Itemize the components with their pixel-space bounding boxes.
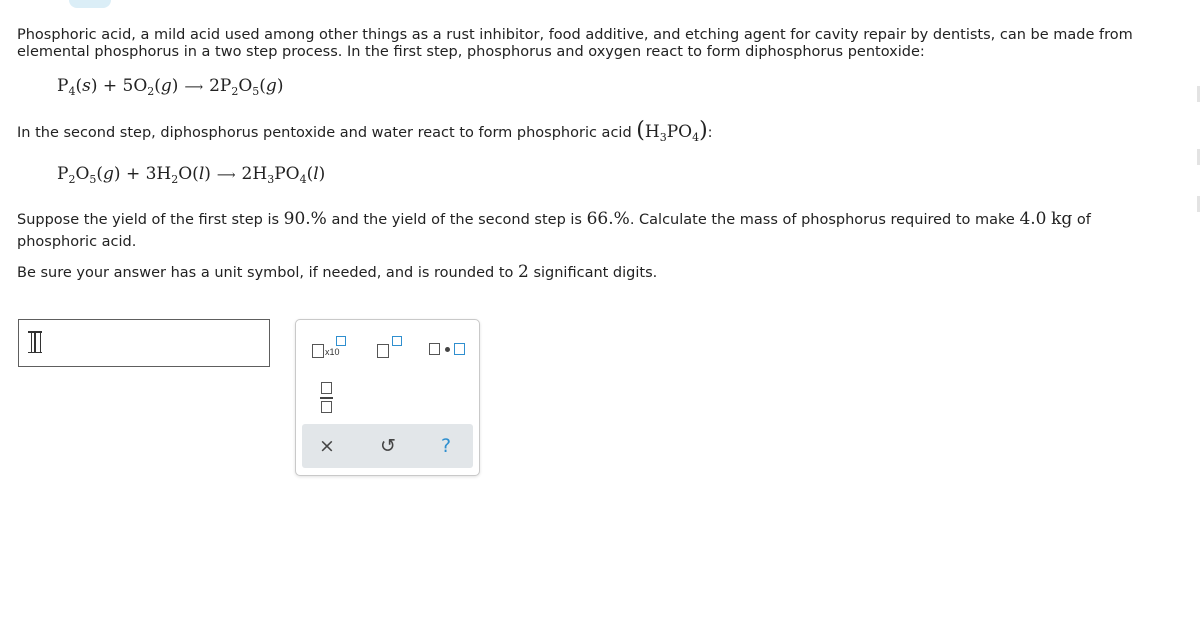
- help-icon[interactable]: ?: [440, 435, 452, 457]
- sigfig-value: 2: [518, 262, 529, 282]
- base-box-icon: [377, 344, 389, 358]
- undo-icon[interactable]: ↺: [380, 435, 396, 457]
- base-box-icon: [312, 344, 324, 358]
- sigfig-statement: Be sure your answer has a unit symbol, if needed, and is rounded to 2 significant digits.: [17, 262, 658, 282]
- dot-icon: [445, 347, 450, 352]
- times-ten-label: x10: [325, 347, 340, 357]
- text-cursor-icon: [31, 331, 41, 353]
- close-icon[interactable]: ×: [319, 435, 335, 457]
- palette-controls: [302, 424, 473, 468]
- denominator-box-icon: [321, 401, 332, 413]
- right-box-icon: [454, 343, 465, 355]
- target-unit: kg: [1051, 209, 1073, 229]
- yield-statement: Suppose the yield of the first step is 90.% and the yield of the second step is 66.%. Calculate the mass of phosphorus required to make 4.0 kg of phosphoric acid.: [17, 209, 1091, 250]
- fraction-bar-icon: [320, 397, 333, 399]
- top-tab[interactable]: [69, 0, 111, 8]
- step2-intro: In the second step, diphosphorus pentoxide and water react to form phosphoric acid $(H_3PO_4)$:: [17, 118, 713, 144]
- left-box-icon: [429, 343, 440, 355]
- question-intro: Phosphoric acid, a mild acid used among other things as a rust inhibitor, food additive, and etching agent for cavity repair by dentists, can be made from elemental phosphorus in a two step process. In the first step, phosphorus and oxygen react to form diphosphorus pentoxide:: [17, 27, 1133, 60]
- superscript-button[interactable]: [377, 336, 403, 360]
- numerator-box-icon: [321, 382, 332, 394]
- answer-input[interactable]: [18, 319, 270, 367]
- math-palette: [295, 319, 480, 476]
- yield-value-2: 66.%: [586, 209, 630, 229]
- exponent-box-icon: [336, 336, 346, 346]
- equation-1: $P_4(s) + 5O_2(g)$ ⟶ $2P_2O_5(g)$: [57, 76, 284, 98]
- target-mass: 4.0: [1019, 209, 1047, 229]
- multiply-dot-button[interactable]: [427, 340, 467, 358]
- equation-2: $P_2O_5(g) + 3H_2O(l)$ ⟶ $2H_3PO_4(l)$: [57, 164, 326, 186]
- fraction-button[interactable]: [320, 382, 334, 414]
- yield-value-1: 90.%: [283, 209, 327, 229]
- exponent-box-icon: [392, 336, 402, 346]
- scientific-notation-button[interactable]: [310, 336, 346, 360]
